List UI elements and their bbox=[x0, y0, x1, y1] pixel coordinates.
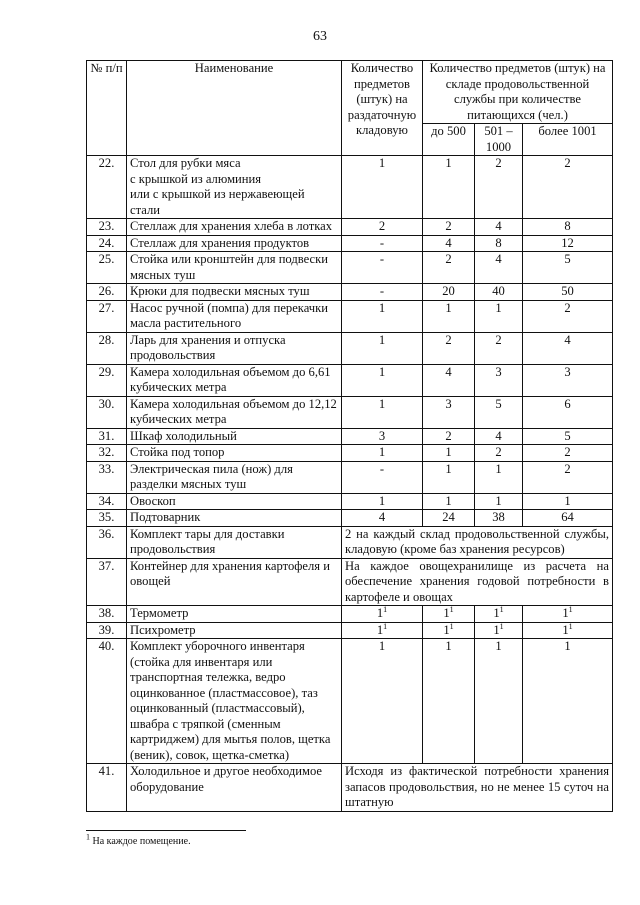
cell-qty: $1^1$ bbox=[475, 622, 523, 639]
row-name: Стеллаж для хранения хлеба в лотках bbox=[127, 219, 342, 236]
row-name: Овоскоп bbox=[127, 493, 342, 510]
footnote-mark: 1 bbox=[499, 621, 504, 631]
row-number: 38. bbox=[87, 606, 127, 623]
cell-qty-1000: 2 bbox=[475, 445, 523, 462]
cell-qty-500: 1 bbox=[423, 493, 475, 510]
table-row bbox=[87, 252, 613, 284]
footnote-text: На каждое помещение. bbox=[92, 836, 191, 847]
row-number: 28. bbox=[87, 332, 127, 364]
cell-qty-1001: 2 bbox=[523, 461, 613, 493]
footnote-mark: 1 bbox=[499, 604, 504, 614]
cell-qty-500: 2 bbox=[423, 219, 475, 236]
cell-qty: $1^1$ bbox=[423, 606, 475, 623]
cell-qty-500: 1 bbox=[423, 461, 475, 493]
cell-qty-issue: 1 bbox=[342, 364, 423, 396]
table-row bbox=[87, 606, 613, 623]
footnote-mark: 1 bbox=[568, 621, 573, 631]
cell-qty-500: 20 bbox=[423, 284, 475, 301]
row-name: Шкаф холодильный bbox=[127, 428, 342, 445]
row-name: Комплект уборочного инвентаря (стойка для инвентаря или транспортная тележка, ведро оцинкованное (пластмассовое), таз оцинкованный (пластмассовый), швабра с тряпкой (сменным картриджем) для мытья полов, щетка (веник), совок, щетка-сметка) bbox=[127, 639, 342, 764]
table-row bbox=[87, 493, 613, 510]
row-name: Термометр bbox=[127, 606, 342, 623]
cell-qty-1001: 8 bbox=[523, 219, 613, 236]
row-number: 24. bbox=[87, 235, 127, 252]
cell-qty: $1^1$ bbox=[342, 606, 423, 623]
cell-qty-issue: - bbox=[342, 235, 423, 252]
row-number: 39. bbox=[87, 622, 127, 639]
cell-qty-500: 4 bbox=[423, 364, 475, 396]
row-name: Электрическая пила (нож) для разделки мясных туш bbox=[127, 461, 342, 493]
cell-qty-500: 1 bbox=[423, 156, 475, 219]
cell-qty-1001: 2 bbox=[523, 156, 613, 219]
table-row bbox=[87, 510, 613, 527]
row-number: 29. bbox=[87, 364, 127, 396]
row-name: Стол для рубки мяса с крышкой из алюминия или с крышкой из нержавеющей стали bbox=[127, 156, 342, 219]
cell-qty-500: 24 bbox=[423, 510, 475, 527]
footnote-mark: 1 bbox=[449, 604, 454, 614]
footnote-mark: 1 bbox=[383, 621, 388, 631]
row-name: Холодильное и другое необходимое оборудование bbox=[127, 764, 342, 812]
table-row bbox=[87, 396, 613, 428]
cell-qty-issue: 1 bbox=[342, 493, 423, 510]
cell-qty-1000: 1 bbox=[475, 300, 523, 332]
cell-qty-1000: 5 bbox=[475, 396, 523, 428]
table-row bbox=[87, 235, 613, 252]
cell-qty-1000: 2 bbox=[475, 332, 523, 364]
cell-qty-issue: - bbox=[342, 461, 423, 493]
cell-qty-500: 1 bbox=[423, 300, 475, 332]
table-body bbox=[87, 156, 613, 527]
table-row bbox=[87, 445, 613, 462]
row-number: 37. bbox=[87, 558, 127, 606]
cell-qty-issue: 1 bbox=[342, 445, 423, 462]
header-name: Наименование bbox=[127, 61, 342, 156]
cell-qty-1000: 2 bbox=[475, 156, 523, 219]
footnote-mark: 1 bbox=[568, 604, 573, 614]
cell-qty-1001: 6 bbox=[523, 396, 613, 428]
cell-qty-1001: 4 bbox=[523, 332, 613, 364]
cell-qty-issue: 4 bbox=[342, 510, 423, 527]
cell-qty-issue: 1 bbox=[342, 156, 423, 219]
row-number: 25. bbox=[87, 252, 127, 284]
cell-qty-500: 2 bbox=[423, 252, 475, 284]
cell-qty: $1^1$ bbox=[475, 606, 523, 623]
row-name: Комплект тары для доставки продовольствия bbox=[127, 526, 342, 558]
cell-qty-1001: 2 bbox=[523, 300, 613, 332]
row-name: Контейнер для хранения картофеля и овощей bbox=[127, 558, 342, 606]
table-row bbox=[87, 428, 613, 445]
cell-qty-1000: 4 bbox=[475, 252, 523, 284]
row-name: Камера холодильная объемом до 12,12 кубических метра bbox=[127, 396, 342, 428]
cell-qty: $1^1$ bbox=[523, 606, 613, 623]
cell-qty-issue: - bbox=[342, 252, 423, 284]
row-name: Ларь для хранения и отпуска продовольствия bbox=[127, 332, 342, 364]
row-name: Стеллаж для хранения продуктов bbox=[127, 235, 342, 252]
footnote-mark: 1 bbox=[86, 832, 90, 842]
cell-qty-issue: 3 bbox=[342, 428, 423, 445]
row-number: 30. bbox=[87, 396, 127, 428]
cell-qty: 1 bbox=[475, 639, 523, 764]
header-num: № п/п bbox=[87, 61, 127, 156]
cell-qty-1000: 3 bbox=[475, 364, 523, 396]
equipment-table bbox=[86, 60, 613, 812]
footnote-mark: 1 bbox=[449, 621, 454, 631]
cell-qty: $1^1$ bbox=[523, 622, 613, 639]
row-number: 40. bbox=[87, 639, 127, 764]
row-number: 36. bbox=[87, 526, 127, 558]
cell-qty-1000: 4 bbox=[475, 219, 523, 236]
row-number: 32. bbox=[87, 445, 127, 462]
footnote-divider bbox=[86, 830, 246, 831]
row-name: Насос ручной (помпа) для перекачки масла растительного bbox=[127, 300, 342, 332]
row-number: 31. bbox=[87, 428, 127, 445]
cell-qty: $1^1$ bbox=[423, 622, 475, 639]
cell-qty-1001: 5 bbox=[523, 428, 613, 445]
footnote-mark: 1 bbox=[383, 604, 388, 614]
row-span-text: Исходя из фактической потребности хранения запасов продовольствия, но не менее 15 суточ на штатную bbox=[342, 764, 613, 812]
cell-qty-issue: 2 bbox=[342, 219, 423, 236]
row-number: 23. bbox=[87, 219, 127, 236]
cell-qty-500: 2 bbox=[423, 428, 475, 445]
cell-qty-500: 3 bbox=[423, 396, 475, 428]
cell-qty-1001: 5 bbox=[523, 252, 613, 284]
cell-qty-500: 4 bbox=[423, 235, 475, 252]
header-qty-issue: Количество предметов (штук) на раздаточную кладовую bbox=[342, 61, 423, 156]
table-row bbox=[87, 622, 613, 639]
cell-qty-issue: 1 bbox=[342, 396, 423, 428]
cell-qty-1000: 8 bbox=[475, 235, 523, 252]
header-sub-2: 501 – 1000 bbox=[475, 124, 523, 156]
header-sub-3: более 1001 bbox=[523, 124, 613, 156]
table-row bbox=[87, 526, 613, 558]
header-sub-1: до 500 bbox=[423, 124, 475, 156]
table-row bbox=[87, 300, 613, 332]
table-row bbox=[87, 461, 613, 493]
row-name: Психрометр bbox=[127, 622, 342, 639]
table-row bbox=[87, 364, 613, 396]
cell-qty-1001: 50 bbox=[523, 284, 613, 301]
cell-qty-1000: 1 bbox=[475, 461, 523, 493]
cell-qty-1001: 12 bbox=[523, 235, 613, 252]
row-span-text: На каждое овощехранилище из расчета на обеспечение хранения годовой потребности в картофеле и овощах bbox=[342, 558, 613, 606]
cell-qty-500: 1 bbox=[423, 445, 475, 462]
row-name: Подтоварник bbox=[127, 510, 342, 527]
cell-qty-1001: 1 bbox=[523, 493, 613, 510]
cell-qty-1000: 38 bbox=[475, 510, 523, 527]
cell-qty: $1^1$ bbox=[342, 622, 423, 639]
cell-qty-1000: 1 bbox=[475, 493, 523, 510]
header-qty-warehouse: Количество предметов (штук) на складе продовольственной службы при количестве питающихся (чел.) bbox=[423, 61, 613, 124]
row-name: Камера холодильная объемом до 6,61 кубических метра bbox=[127, 364, 342, 396]
cell-qty-issue: 1 bbox=[342, 332, 423, 364]
row-number: 27. bbox=[87, 300, 127, 332]
table-row bbox=[87, 219, 613, 236]
table-row bbox=[87, 284, 613, 301]
table-row bbox=[87, 639, 613, 764]
row-number: 33. bbox=[87, 461, 127, 493]
row-name: Стойка под топор bbox=[127, 445, 342, 462]
cell-qty-1000: 40 bbox=[475, 284, 523, 301]
row-name: Стойка или кронштейн для подвески мясных туш bbox=[127, 252, 342, 284]
table-row bbox=[87, 764, 613, 812]
cell-qty-issue: 1 bbox=[342, 300, 423, 332]
row-number: 22. bbox=[87, 156, 127, 219]
footnote bbox=[86, 832, 191, 847]
table-row bbox=[87, 332, 613, 364]
cell-qty-1001: 3 bbox=[523, 364, 613, 396]
row-number: 35. bbox=[87, 510, 127, 527]
cell-qty: 1 bbox=[423, 639, 475, 764]
cell-qty-1001: 2 bbox=[523, 445, 613, 462]
row-number: 34. bbox=[87, 493, 127, 510]
cell-qty-1000: 4 bbox=[475, 428, 523, 445]
row-span-text: 2 на каждый склад продовольственной службы, кладовую (кроме баз хранения ресурсов) bbox=[342, 526, 613, 558]
cell-qty-1001: 64 bbox=[523, 510, 613, 527]
row-number: 26. bbox=[87, 284, 127, 301]
cell-qty-500: 2 bbox=[423, 332, 475, 364]
table-row bbox=[87, 558, 613, 606]
row-name: Крюки для подвески мясных туш bbox=[127, 284, 342, 301]
cell-qty: 1 bbox=[523, 639, 613, 764]
cell-qty-issue: - bbox=[342, 284, 423, 301]
page-number: 63 bbox=[313, 29, 327, 44]
cell-qty: 1 bbox=[342, 639, 423, 764]
table-row bbox=[87, 156, 613, 219]
row-number: 41. bbox=[87, 764, 127, 812]
